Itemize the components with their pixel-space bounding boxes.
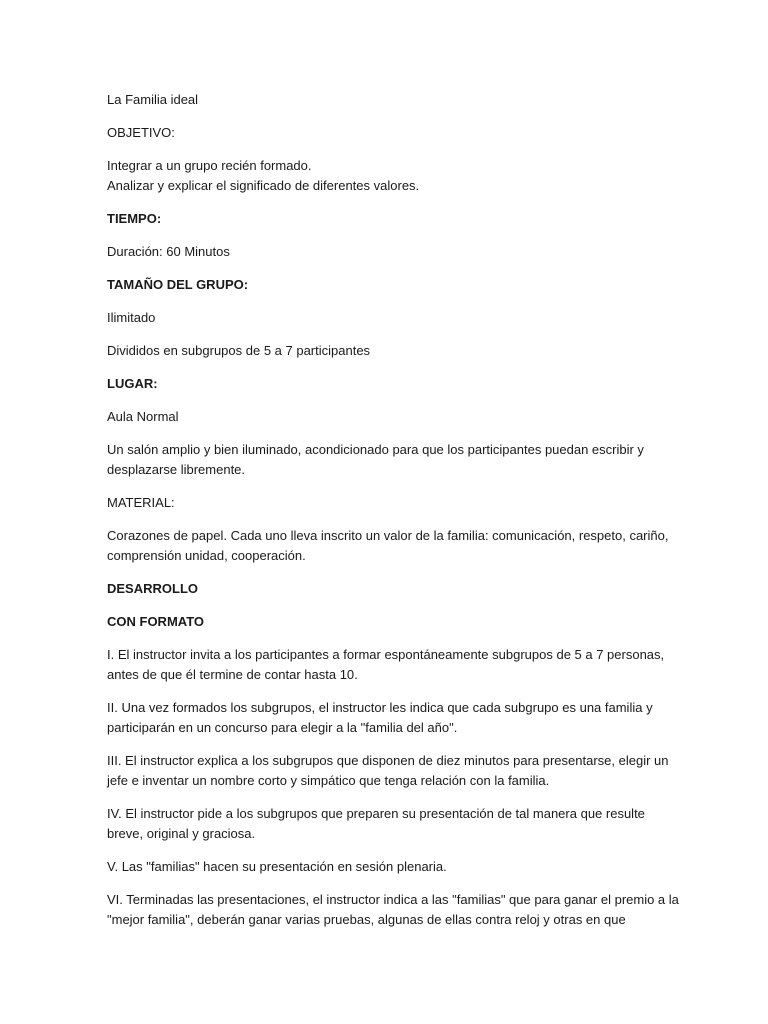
step-2: II. Una vez formados los subgrupos, el instructor les indica que cada subgrupo es una familia y participarán en un concurso para elegir a la "familia del año". <box>107 700 653 735</box>
step-3: III. El instructor explica a los subgrupos que disponen de diez minutos para presentarse, elegir un jefe e inventar un nombre corto y simpático que tenga relación con la familia. <box>107 753 669 788</box>
tamano-heading: TAMAÑO DEL GRUPO: <box>107 277 249 292</box>
tiempo-heading: TIEMPO: <box>107 211 162 226</box>
objetivo-heading: OBJETIVO: <box>107 125 175 140</box>
step-6: VI. Terminadas las presentaciones, el instructor indica a las "familias" que para ganar el premio a la "mejor familia", deberán ganar varias pruebas, algunas de ellas contra reloj y otras en que <box>107 892 679 927</box>
lugar-heading: LUGAR: <box>107 376 158 391</box>
lugar-text-2: Un salón amplio y bien iluminado, acondicionado para que los participantes puedan escribir y desplazarse libremente. <box>107 442 644 477</box>
objetivo-line-1: Integrar a un grupo recién formado. <box>107 158 312 173</box>
tamano-text-2: Divididos en subgrupos de 5 a 7 participantes <box>107 343 371 358</box>
desarrollo-heading: DESARROLLO <box>107 581 198 596</box>
step-1: I. El instructor invita a los participantes a formar espontáneamente subgrupos de 5 a 7 personas, antes de que él termine de contar hasta 10. <box>107 647 665 682</box>
step-4: IV. El instructor pide a los subgrupos que preparen su presentación de tal manera que resulte breve, original y graciosa. <box>107 806 645 841</box>
tiempo-text: Duración: 60 Minutos <box>107 244 230 259</box>
step-5: V. Las "familias" hacen su presentación en sesión plenaria. <box>107 859 447 874</box>
formato-heading: CON FORMATO <box>107 614 205 629</box>
document-title: La Familia ideal <box>107 92 199 107</box>
tamano-text-1: Ilimitado <box>107 310 156 325</box>
material-text: Corazones de papel. Cada uno lleva inscrito un valor de la familia: comunicación, respeto, cariño, comprensión unidad, cooperación. <box>107 528 669 563</box>
objetivo-line-2: Analizar y explicar el significado de diferentes valores. <box>107 178 420 193</box>
material-heading: MATERIAL: <box>107 495 175 510</box>
objetivo-text <box>107 156 682 196</box>
document-page <box>107 90 682 943</box>
lugar-text-1: Aula Normal <box>107 409 179 424</box>
